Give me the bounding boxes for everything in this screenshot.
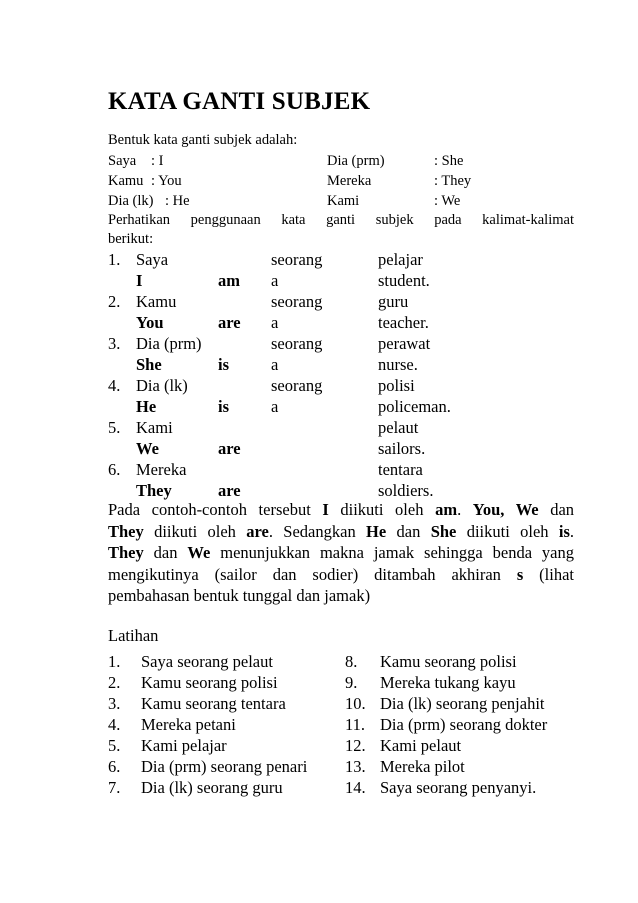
exercise-number: 4. [108, 715, 121, 734]
exercise-text: Dia (lk) seorang penjahit [380, 694, 545, 713]
example-word-en: are [218, 439, 241, 458]
example-word-en: a [271, 355, 279, 374]
example-word-en: You [136, 313, 164, 332]
example-word-id: Saya [136, 250, 169, 269]
example-word-id: Dia (lk) [136, 376, 188, 395]
exercise-number: 3. [108, 694, 121, 713]
intro-text: Bentuk kata ganti subjek adalah: [108, 132, 298, 148]
example-word-id: guru [378, 292, 409, 311]
example-word-en: policeman. [378, 397, 451, 416]
page-title: KATA GANTI SUBJEK [108, 88, 371, 115]
pronoun-en: : We [434, 193, 461, 209]
example-number: 6. [108, 460, 121, 479]
example-word-en: He [136, 397, 157, 416]
pronoun-id: Kami [327, 193, 360, 209]
pronoun-id: Mereka [327, 173, 372, 189]
exercise-number: 10. [345, 694, 366, 713]
exercise-number: 2. [108, 673, 121, 692]
example-number: 4. [108, 376, 121, 395]
explanation-line: They diikuti oleh are. Sedangkan He dan She diikuti oleh is. [108, 521, 575, 541]
pronoun-id: Saya [108, 153, 137, 169]
example-word-en: teacher. [378, 313, 429, 332]
exercise-number: 6. [108, 757, 121, 776]
pronoun-en: : You [151, 173, 182, 189]
example-word-id: Dia (prm) [136, 334, 202, 353]
example-number: 2. [108, 292, 121, 311]
example-number: 3. [108, 334, 121, 353]
note-line: berikut: [108, 231, 154, 247]
example-number: 5. [108, 418, 121, 437]
example-word-id: perawat [378, 334, 431, 353]
exercise-number: 8. [345, 652, 358, 671]
example-word-en: are [218, 313, 241, 332]
exercise-text: Kami pelajar [141, 736, 227, 755]
exercise-number: 5. [108, 736, 121, 755]
exercise-heading: Latihan [108, 626, 159, 645]
example-word-id: Kami [136, 418, 173, 437]
exercise-text: Dia (prm) seorang dokter [380, 715, 548, 734]
example-number: 1. [108, 250, 121, 269]
pronoun-id: Dia (lk) [108, 193, 154, 209]
exercise-text: Saya seorang pelaut [141, 652, 273, 671]
example-word-en: We [136, 439, 159, 458]
exercise-text: Kami pelaut [380, 736, 462, 755]
example-word-en: a [271, 271, 279, 290]
example-word-id: seorang [271, 376, 323, 395]
explanation-paragraph [108, 499, 574, 607]
example-word-id: seorang [271, 292, 323, 311]
example-word-id: pelajar [378, 250, 423, 269]
example-word-en: sailors. [378, 439, 426, 458]
exercise-text: Kamu seorang polisi [141, 673, 278, 692]
note-line: Perhatikan penggunaan kata ganti subjek pada kalimat-kalimat [108, 212, 574, 228]
example-word-en: am [218, 271, 240, 290]
example-word-en: She [136, 355, 162, 374]
pronoun-en: : She [434, 153, 464, 169]
example-word-en: is [218, 355, 230, 374]
pronoun-en: : I [151, 153, 164, 169]
example-word-en: are [218, 481, 241, 500]
explanation-line: They dan We menunjukkan makna jamak sehingga benda yang [108, 543, 574, 562]
exercise-text: Dia (prm) seorang penari [141, 757, 308, 776]
exercise-text: Saya seorang penyanyi. [380, 778, 537, 797]
example-word-id: seorang [271, 250, 323, 269]
explanation-line: Pada contoh-contoh tersebut I diikuti oleh am. You, We dan [108, 500, 575, 519]
example-word-id: tentara [378, 460, 423, 479]
exercise-text: Dia (lk) seorang guru [141, 778, 283, 797]
explanation-line: mengikutinya (sailor dan sodier) ditambah akhiran s (lihat [108, 564, 574, 584]
exercise-number: 1. [108, 652, 121, 671]
example-word-id: pelaut [378, 418, 419, 437]
exercise-number: 13. [345, 757, 366, 776]
example-word-id: polisi [378, 376, 415, 395]
example-word-en: soldiers. [378, 481, 434, 500]
exercise-number: 11. [345, 715, 366, 734]
exercise-text: Kamu seorang tentara [141, 694, 286, 713]
example-word-en: I [136, 271, 143, 290]
example-word-en: a [271, 397, 279, 416]
example-word-en: is [218, 397, 230, 416]
exercise-text: Kamu seorang polisi [380, 652, 517, 671]
exercise-text: Mereka pilot [380, 757, 465, 776]
exercise-number: 7. [108, 778, 121, 797]
explanation-line: pembahasan bentuk tunggal dan jamak) [108, 586, 371, 605]
example-word-en: They [136, 481, 172, 500]
exercise-text: Mereka petani [141, 715, 236, 734]
exercise-number: 14. [345, 778, 366, 797]
pronoun-en: : They [434, 173, 472, 189]
example-word-id: seorang [271, 334, 323, 353]
pronoun-en: : He [165, 193, 190, 209]
exercise-number: 12. [345, 736, 366, 755]
pronoun-id: Dia (prm) [327, 153, 385, 169]
example-word-id: Kamu [136, 292, 177, 311]
example-word-en: student. [378, 271, 430, 290]
pronoun-id: Kamu [108, 173, 144, 189]
example-word-id: Mereka [136, 460, 187, 479]
exercise-text: Mereka tukang kayu [380, 673, 516, 692]
example-word-en: a [271, 313, 279, 332]
exercise-number: 9. [345, 673, 358, 692]
example-word-en: nurse. [378, 355, 418, 374]
